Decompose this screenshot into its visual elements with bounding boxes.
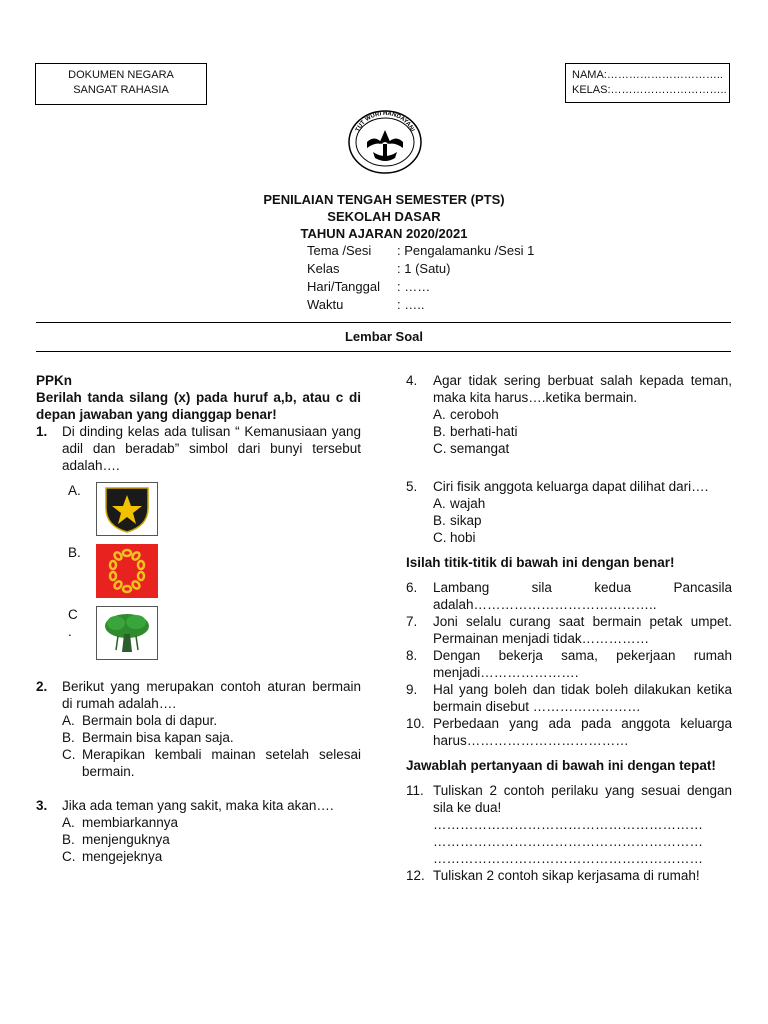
option-text: membiarkannya — [82, 815, 179, 830]
divider-top — [36, 322, 731, 323]
question-6 — [406, 579, 732, 613]
question-number: 6. — [406, 580, 418, 595]
option-text: menjenguknya — [82, 832, 170, 847]
question-number: 1. — [36, 424, 48, 439]
question-number: 4. — [406, 373, 418, 388]
instruction-multiple-choice: Berilah tanda silang (x) pada huruf a,b, atau c di depan jawaban yang dianggap benar! — [36, 390, 361, 422]
option-letter: B. — [62, 832, 75, 847]
question-number: 9. — [406, 682, 418, 697]
option-text: berhati-hati — [450, 424, 518, 439]
option-letter: A. — [68, 483, 81, 498]
question-11 — [406, 782, 732, 816]
meta-key: Kelas — [307, 261, 340, 276]
question-2 — [36, 678, 361, 712]
instruction-fill-blank: Isilah titik-titik di bawah ini dengan benar! — [406, 555, 675, 570]
option-c — [36, 848, 361, 865]
option-b — [36, 729, 361, 746]
option-letter: B. — [68, 545, 81, 560]
option-a — [406, 406, 732, 423]
option-letter: B. — [62, 730, 75, 745]
meta-key: Hari/Tanggal — [307, 279, 380, 294]
chain-icon — [96, 544, 158, 598]
option-text: Merapikan kembali mainan setelah selesai bermain. — [82, 747, 361, 779]
question-8 — [406, 647, 732, 681]
question-3 — [36, 797, 361, 814]
option-text: ceroboh — [450, 407, 499, 422]
option-letter: C. — [433, 441, 447, 456]
question-number: 8. — [406, 648, 418, 663]
question-1 — [36, 423, 361, 474]
exam-title: PENILAIAN TENGAH SEMESTER (PTS) — [263, 192, 505, 207]
student-identity-box — [565, 63, 730, 103]
question-text: Tuliskan 2 contoh perilaku yang sesuai dengan sila ke dua! — [433, 783, 732, 815]
sheet-title: Lembar Soal — [344, 329, 424, 344]
document-classification-box — [35, 63, 207, 105]
meta-value: : 1 (Satu) — [397, 261, 451, 276]
option-letter: A. — [433, 407, 446, 422]
option-c — [406, 529, 732, 546]
option-a — [36, 712, 361, 729]
academic-year: TAHUN AJARAN 2020/2021 — [300, 226, 468, 241]
tut-wuri-handayani-logo — [345, 108, 425, 174]
option-text: Bermain bola di dapur. — [82, 713, 218, 728]
question-number: 2. — [36, 679, 48, 694]
question-4 — [406, 372, 732, 406]
option-text: semangat — [450, 441, 510, 456]
option-b — [406, 423, 732, 440]
question-text: Di dinding kelas ada tulisan “ Kemanusiaan yang adil dan beradab” simbol dari bunyi tersebut adalah…. — [62, 424, 361, 473]
question-text: Ciri fisik anggota keluarga dapat dilihat dari…. — [433, 479, 709, 494]
option-a-row — [36, 482, 361, 544]
meta-row-class — [307, 260, 450, 278]
doc-label-line1: DOKUMEN NEGARA — [68, 69, 174, 81]
answer-line: …………………………………………………… — [433, 834, 703, 849]
option-letter: C . — [68, 607, 78, 639]
right-column — [406, 372, 732, 884]
question-text: Perbedaan yang ada pada anggota keluarga harus……………………………… — [433, 716, 732, 748]
option-text: hobi — [450, 530, 476, 545]
meta-key: Tema /Sesi — [307, 243, 372, 258]
option-letter: C. — [62, 849, 76, 864]
question-10 — [406, 715, 732, 749]
question-text: Jika ada teman yang sakit, maka kita akan…. — [62, 798, 334, 813]
kelas-field: KELAS:………………………….. — [572, 84, 727, 96]
meta-row-time — [307, 296, 424, 314]
meta-value: : …… — [397, 279, 431, 294]
option-letter: B. — [433, 424, 446, 439]
answer-line: …………………………………………………… — [433, 817, 703, 832]
option-letter: A. — [62, 815, 75, 830]
question-12 — [406, 867, 732, 884]
question-number: 11. — [406, 783, 424, 798]
option-letter: B. — [433, 513, 446, 528]
option-a — [406, 495, 732, 512]
star-shield-icon — [96, 482, 158, 536]
option-letter: C. — [433, 530, 447, 545]
option-c — [406, 440, 732, 457]
divider-bottom — [36, 351, 731, 352]
banyan-tree-icon — [96, 606, 158, 660]
question-number: 3. — [36, 798, 48, 813]
question-number: 10. — [406, 716, 425, 731]
meta-value: : ….. — [397, 297, 425, 312]
question-text: Lambang sila kedua Pancasila adalah………………………………….. — [433, 580, 732, 612]
question-number: 7. — [406, 614, 418, 629]
option-b — [36, 831, 361, 848]
nama-field: NAMA:………………………….. — [572, 69, 723, 81]
meta-row-theme — [307, 242, 534, 260]
option-a — [36, 814, 361, 831]
question-text: Hal yang boleh dan tidak boleh dilakukan ketika bermain disebut …………………… — [433, 682, 732, 714]
school-level: SEKOLAH DASAR — [327, 209, 441, 224]
question-text: Berikut yang merupakan contoh aturan bermain di rumah adalah…. — [62, 679, 361, 711]
question-text: Tuliskan 2 contoh sikap kerjasama di rumah! — [433, 868, 700, 883]
question-number: 12. — [406, 868, 425, 883]
option-letter: A. — [62, 713, 75, 728]
meta-value: : Pengalamanku /Sesi 1 — [397, 243, 535, 258]
svg-text:TUT WURI HANDAYANI — [355, 111, 415, 133]
option-letter: A. — [433, 496, 446, 511]
question-5 — [406, 478, 732, 495]
meta-row-date — [307, 278, 430, 296]
option-letter: C. — [62, 747, 76, 762]
option-b — [406, 512, 732, 529]
question-text: Agar tidak sering berbuat salah kepada teman, maka kita harus….ketika bermain. — [433, 373, 732, 405]
logo-motto: TUT WURI HANDAYANI — [355, 110, 415, 133]
option-c — [36, 746, 361, 780]
question-7 — [406, 613, 732, 647]
doc-label-line2: SANGAT RAHASIA — [73, 84, 169, 96]
question-text: Dengan bekerja sama, pekerjaan rumah menjadi…………………. — [433, 648, 732, 680]
option-text: sikap — [450, 513, 482, 528]
subject-title: PPKn — [36, 373, 73, 388]
question-9 — [406, 681, 732, 715]
question-number: 5. — [406, 479, 418, 494]
option-c-row — [36, 606, 361, 668]
answer-line: …………………………………………………… — [433, 851, 703, 866]
option-text: Bermain bisa kapan saja. — [82, 730, 234, 745]
option-b-row — [36, 544, 361, 606]
question-text: Joni selalu curang saat bermain petak umpet. Permainan menjadi tidak…………… — [433, 614, 732, 646]
left-column — [36, 372, 361, 865]
instruction-essay: Jawablah pertanyaan di bawah ini dengan tepat! — [406, 758, 716, 773]
option-text: wajah — [450, 496, 486, 511]
meta-key: Waktu — [307, 297, 344, 312]
option-text: mengejeknya — [82, 849, 163, 864]
